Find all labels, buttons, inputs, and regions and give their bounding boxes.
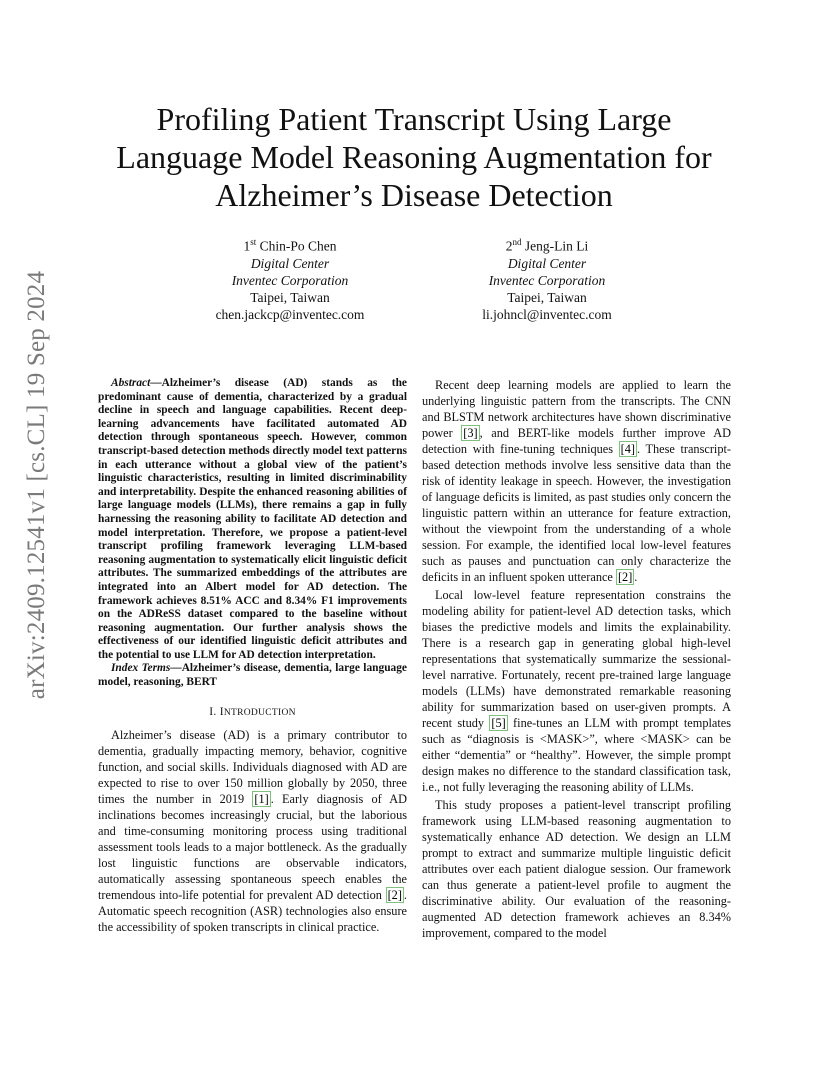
author-email: li.johncl@inventec.com xyxy=(482,306,612,322)
citation-link[interactable]: [5] xyxy=(491,716,506,730)
paragraph-text: . These transcript-based detection methods involve less sensitive data than the risk of identity leakage in speech. However, the investigation of language deficits is limited, as past studies only concern the linguistic pattern within an utterance for feature extraction, without the viewpoint from the understanding of a whole session. For example, the identified local low-level features such as pauses and punctuation can only characterize the deficits in an influent spoken utterance xyxy=(422,442,731,584)
author-name-line xyxy=(432,234,662,255)
author-ordinal-suffix: nd xyxy=(512,237,522,247)
author-location: Taipei, Taiwan xyxy=(507,289,587,305)
author-email: chen.jackcp@inventec.com xyxy=(215,306,365,322)
citation-link[interactable]: [2] xyxy=(387,887,402,902)
section-title-rest: NTRODUCTION xyxy=(223,707,296,718)
author-ordinal: 2 xyxy=(505,238,513,254)
section-title-first: I xyxy=(219,705,224,718)
abstract-text: —Alzheimer’s disease (AD) stands as the predominant cause of dementia, characterized by a gradual decline in speech and language capabilities. Recent deep-learning advancements have facilitated automated AD detection through spontaneous speech. However, common transcript-based detection methods directly model text patterns in each utterance without a global view of the patient’s linguistic characteristics, resulting in limited discriminability and interpretability. Despite the enhanced reasoning abilities of large language models (LLMs), there remains a gap in fully harnessing the reasoning ability to facilitate AD detection and model interpretation. Therefore, we propose a patient-level transcript profiling framework leveraging LLM-based reasoning augmentation to systematically elicit linguistic deficit attributes. The summarized embeddings of the attributes are integrated into an Albert model for AD detection. The framework achieves 8.51% ACC and 8.34% F1 improvements on the ADReSS dataset compared to the baseline without reasoning augmentation. Our further analysis shows the effectiveness of our identified linguistic deficit attributes and the potential to use LLM for AD detection interpretation. xyxy=(98,377,407,661)
author-org: Inventec Corporation xyxy=(488,272,606,288)
author-ordinal-suffix: st xyxy=(250,237,257,247)
author-name: Chin-Po Chen xyxy=(259,238,337,254)
body-paragraph xyxy=(422,377,731,585)
arxiv-sidebar xyxy=(22,270,52,700)
author-name-line xyxy=(175,234,405,255)
title-line: Language Model Reasoning Augmentation for xyxy=(116,139,712,175)
author-dept: Digital Center xyxy=(507,255,587,271)
abstract-label: Abstract xyxy=(111,377,151,389)
paragraph-text: . Early diagnosis of AD inclinations becomes increasingly crucial, but the laborious and time-consuming monitoring process using traditional assessment tools leads to a major bottleneck. As the gradually lost linguistic functions are observable indicators, automatically assessing spontaneous speech enables the tremendous into-life potential for prevalent AD detection xyxy=(98,791,407,902)
author-block xyxy=(432,234,662,323)
author-block xyxy=(175,234,405,323)
paper-title xyxy=(60,100,768,214)
section-number: I. xyxy=(209,705,217,718)
intro-paragraph xyxy=(98,727,407,935)
body-paragraph xyxy=(422,587,731,795)
paragraph-text: . Automatic speech recognition (ASR) technologies also ensure the accessibility of spoken transcripts in clinical practice. xyxy=(98,887,407,934)
abstract xyxy=(98,377,407,690)
citation-link[interactable]: [4] xyxy=(620,442,635,456)
arxiv-identifier: arXiv:2409.12541v1 [cs.CL] 19 Sep 2024 xyxy=(23,270,50,700)
author-dept: Digital Center xyxy=(250,255,330,271)
citation-link[interactable]: [3] xyxy=(463,426,478,440)
title-line: Alzheimer’s Disease Detection xyxy=(215,177,613,213)
index-terms-label: Index Terms xyxy=(111,662,171,675)
left-column xyxy=(98,377,407,935)
paragraph-text: Local low-level feature representation constrains the modeling ability for patient-level AD detection tasks, which biases the predictive models and limits the explainability. There is a research gap in generating global high-level representations that systematically summarize the sessional-level narrative. Fortunately, recent pre-trained large language models (LLMs) have demonstrated remarkable reasoning ability for summarization based on user-given prompts. A recent study xyxy=(422,588,731,730)
author-location: Taipei, Taiwan xyxy=(250,289,330,305)
paragraph-text: . xyxy=(634,570,638,584)
paragraph-text: Alzheimer’s disease (AD) is a primary contributor to dementia, gradually impacting memory, behavior, cognitive function, and social skills. Individuals diagnosed with AD are expected to rise to over 150 million globally by 2050, three times the number in 2019 xyxy=(98,727,407,806)
body-paragraph: This study proposes a patient-level transcript profiling framework using LLM-based reasoning augmentation to systematically enhance AD detection. We design an LLM prompt to extract and summarize multiple linguistic deficit attributes over each patient dialogue session. Our framework can thus generate a patient-level profile to augment the discriminative ability. Our evaluation of the reasoning-augmented AD detection framework achieves an 8.34% improvement, compared to the model xyxy=(422,798,731,940)
citation-link[interactable]: [1] xyxy=(254,791,269,806)
paragraph-text: fine-tunes an LLM with prompt templates such as “diagnosis is <MASK>”, where <MASK> can be either “dementia” or “healthy”. However, the simple prompt design makes no difference to the standard classification task, i.e., not fully leveraging the reasoning ability of LLMs. xyxy=(422,716,731,794)
citation-link[interactable]: [2] xyxy=(617,570,633,584)
author-name: Jeng-Lin Li xyxy=(524,238,589,254)
index-terms-text: —Alzheimer’s disease, dementia, large language model, reasoning, BERT xyxy=(98,662,407,689)
paragraph-text: , and BERT-like models further improve AD detection with fine-tuning techniques xyxy=(422,426,731,456)
section-heading xyxy=(98,704,407,721)
author-org: Inventec Corporation xyxy=(231,272,349,288)
paragraph-text: Recent deep learning models are applied to learn the underlying linguistic pattern from the transcripts. The CNN and BLSTM network architectures have shown discriminative power xyxy=(422,378,731,440)
right-column xyxy=(422,377,731,941)
title-line: Profiling Patient Transcript Using Large xyxy=(156,101,672,137)
author-ordinal: 1 xyxy=(243,238,251,254)
